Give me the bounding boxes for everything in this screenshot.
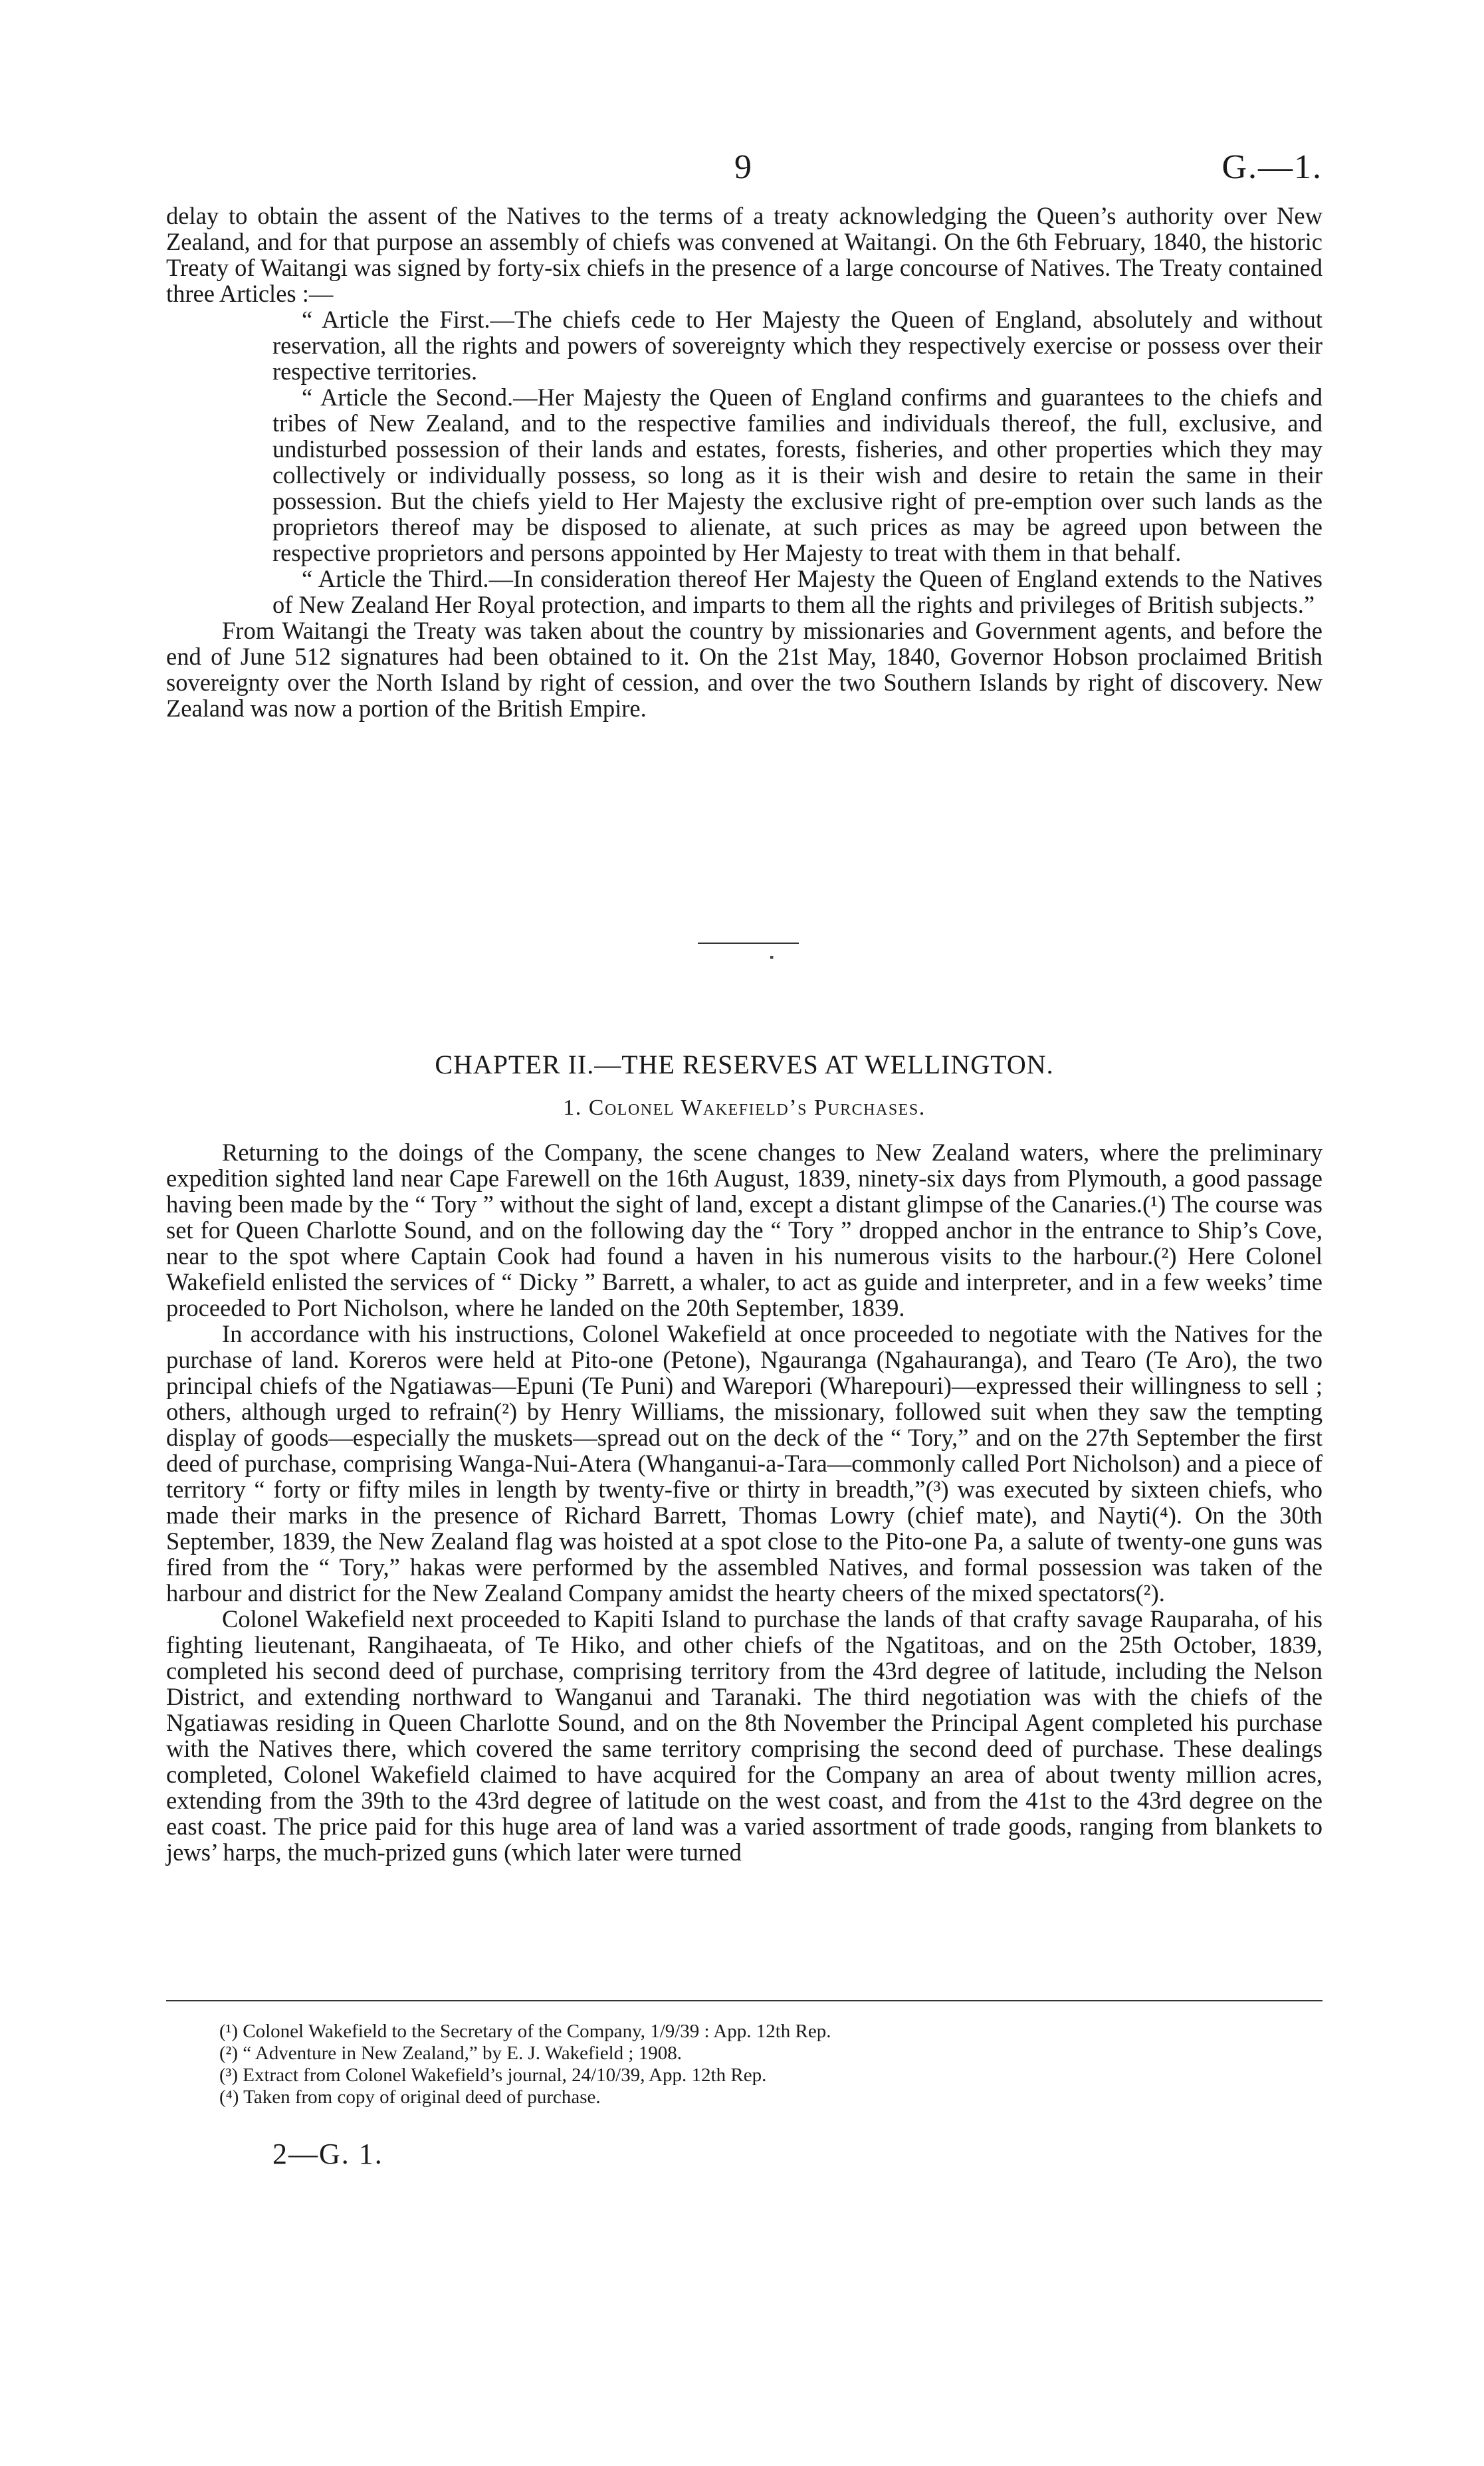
body-paragraph: Colonel Wakefield next proceeded to Kapiti Island to purchase the lands of that crafty savage Rauparaha, of his fighting lieutenant, Rangihaeata, of Te Hiko, and other chiefs of the Ngatitoas, and on the 25th October, 1839, completed his second deed of purchase, comprising territory from the 43rd degree of latitude, including the Nelson District, and extending northward to Wanganui and Taranaki. The third negotiation was with the chiefs of the Ngatiawas residing in Queen Charlotte Sound, and on the 8th November the Principal Agent completed his purchase with the Natives there, which covered the same territory comprising the second deed of purchase. These dealings completed, Colonel Wakefield claimed to have acquired for the Company an area of about twenty million acres, extending from the 39th to the 43rd degree of latitude on the west coast, and from the 41st to the 43rd degree on the east coast. The price paid for this huge area of land was a varied assortment of trade goods, ranging from blankets to jews’ harps, the much-prized guns (which later were turned bbox=[166, 1605, 1323, 1866]
intro-paragraph: delay to obtain the assent of the Natives to the terms of a treaty acknowledging the Queen’s authority over New Zealand, and for that purpose an assembly of chiefs was convened at Waitangi. On the 6th February, 1840, the historic Treaty of Waitangi was signed by forty-six chiefs in the presence of a large concourse of Natives. The Treaty contained three Articles :— bbox=[166, 202, 1323, 307]
footnote: (³) Extract from Colonel Wakefield’s journal, 24/10/39, App. 12th Rep. bbox=[219, 2065, 767, 2086]
body-paragraph: In accordance with his instructions, Colonel Wakefield at once proceeded to negotiate with the Natives for the purchase of land. Koreros were held at Pito-one (Petone), Ngauranga (Ngahauranga), and Tearo (Te Aro), the two principal chiefs of the Ngatiawas—Epuni (Te Puni) and Warepori (Wharepouri)—expressed their willingness to sell ; others, although urged to refrain(²) by Henry Williams, the missionary, followed suit when they saw the tempting display of goods—especially the muskets—spread out on the deck of the “ Tory,” and on the 27th September the first deed of purchase, comprising Wanga-Nui-Atera (Whanganui-a-Tara—commonly called Port Nicholson) and a piece of territory “ forty or fifty miles in length by twenty-five or thirty in breadth,”(³) was executed by sixteen chiefs, who made their marks in the presence of Richard Barrett, Thomas Lowry (chief mate), and Nayti(⁴). On the 30th September, 1839, the New Zealand flag was hoisted at a spot close to the Pito-one Pa, a salute of twenty-one guns was fired from the “ Tory,” hakas were performed by the assembled Natives, and formal possession was taken of the harbour and district for the New Zealand Company amidst the hearty cheers of the mixed spectators(²). bbox=[166, 1320, 1323, 1607]
footnote: (²) “ Adventure in New Zealand,” by E. J. Wakefield ; 1908. bbox=[219, 2043, 682, 2064]
page-header bbox=[166, 148, 1323, 194]
body-paragraph: Returning to the doings of the Company, the scene changes to New Zealand waters, where the preliminary expedition sighted land near Cape Farewell on the 16th August, 1839, ninety-six days from Plymouth, a good passage having been made by the “ Tory ” without the sight of land, except a distant glimpse of the Canaries.(¹) The course was set for Queen Charlotte Sound, and on the following day the “ Tory ” dropped anchor in the entrance to Ship’s Cove, near to the spot where Captain Cook had found a haven in his numerous visits to the harbour.(²) Here Colonel Wakefield enlisted the services of “ Dicky ” Barrett, a whaler, to act as guide and interpreter, and in a few weeks’ time proceeded to Port Nicholson, where he landed on the 20th September, 1839. bbox=[166, 1139, 1323, 1321]
divider-dot: ▪ bbox=[770, 951, 774, 964]
treaty-article-third: “ Article the Third.—In consideration thereof Her Majesty the Queen of England extends to the Natives of New Zealand Her Royal protection, and imparts to them all the rights and privileges of British subjects.” bbox=[272, 565, 1323, 618]
printer-signature: 2—G. 1. bbox=[272, 2138, 383, 2170]
page-number: 9 bbox=[734, 148, 752, 186]
treaty-article-second: “ Article the Second.—Her Majesty the Queen of England confirms and guarantees to the chiefs and tribes of New Zealand, and to the respective families and individuals thereof, the full, exclusive, and undisturbed possession of their lands and estates, forests, fisheries, and other properties which they may collectively or individually possess, so long as it is their wish and desire to retain the same in their possession. But the chiefs yield to Her Majesty the exclusive right of pre-emption over such lands as the proprietors thereof may be disposed to alienate, at such prices as may be agreed upon between the respective proprietors and persons appointed by Her Majesty to treat with them in that behalf. bbox=[272, 384, 1323, 566]
intro-closing-paragraph: From Waitangi the Treaty was taken about the country by missionaries and Government agents, and before the end of June 512 signatures had been obtained to it. On the 21st May, 1840, Governor Hobson proclaimed British sovereignty over the North Island by right of cession, and over the two Southern Islands by right of discovery. New Zealand was now a portion of the British Empire. bbox=[166, 617, 1323, 722]
section-title: 1. Colonel Wakefield’s Purchases. bbox=[563, 1095, 926, 1120]
chapter-body bbox=[166, 1139, 1323, 1865]
footnotes bbox=[219, 2021, 1283, 2108]
treaty-section bbox=[166, 203, 1323, 721]
series-mark: G.—1. bbox=[1221, 148, 1323, 186]
footnote: (⁴) Taken from copy of original deed of purchase. bbox=[219, 2086, 601, 2108]
section-divider bbox=[698, 943, 799, 944]
treaty-article-first: “ Article the First.—The chiefs cede to Her Majesty the Queen of England, absolutely and without reservation, all the rights and powers of sovereignty which they respectively exercise or possess over their respective territories. bbox=[272, 306, 1323, 385]
footnote-rule bbox=[166, 2000, 1323, 2001]
footnote: (¹) Colonel Wakefield to the Secretary of the Company, 1/9/39 : App. 12th Rep. bbox=[219, 2021, 831, 2042]
chapter-title: CHAPTER II.—THE RESERVES AT WELLINGTON. bbox=[435, 1050, 1054, 1079]
